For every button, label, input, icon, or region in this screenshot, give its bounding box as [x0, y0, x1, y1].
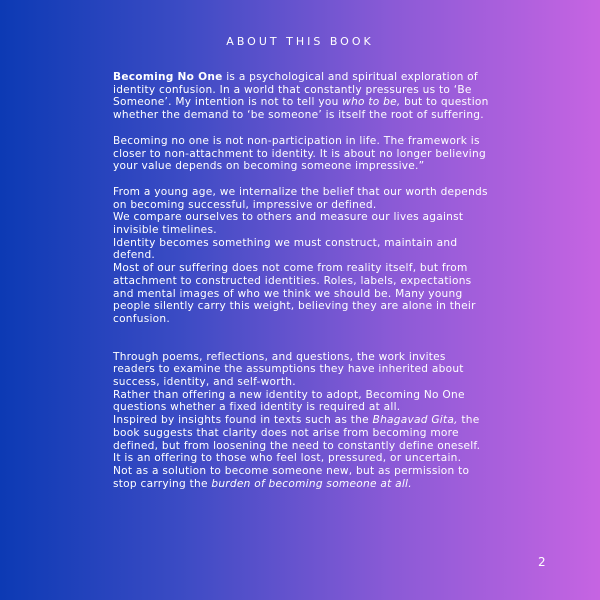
book-description — [113, 71, 491, 490]
permission-italic: burden of becoming someone at all. — [211, 477, 412, 490]
belief-line: From a young age, we internalize the belief that our worth depends on becoming successful, impressive or defined. — [113, 185, 488, 211]
lost-line: It is an offering to those who feel lost, pressured, or uncertain. — [113, 452, 462, 465]
gita-title: Bhagavad Gita, — [372, 414, 458, 427]
intro-text-2: but to question whether the demand to ‘be someone’ is itself the root of suffering. — [113, 96, 489, 122]
intro-text-1: is a psychological and spiritual exploration of identity confusion. In a world that constantly pressures us to ‘Be Someone’. My intention is not to tell you — [113, 71, 478, 109]
inspired-text-1: Inspired by insights found in texts such as the — [113, 414, 373, 427]
section-heading: ABOUT THIS BOOK — [226, 35, 374, 48]
compare-line: We compare ourselves to others and measure our lives against invisible timelines. — [113, 211, 464, 237]
framework-paragraph: Becoming no one is not non-participation in life. The framework is closer to non-attachment to identity. It is about no longer believing your value depends on becoming someone impressive.” — [113, 134, 486, 173]
inspired-text-2: the book suggests that clarity does not arise from becoming more defined, but from loosening the need to constantly define oneself. — [113, 414, 481, 452]
permission-line — [113, 465, 491, 490]
page-number: 2 — [538, 555, 546, 569]
intro-paragraph — [113, 71, 491, 122]
inspired-line — [113, 414, 491, 452]
identity-line: Identity becomes something we must construct, maintain and defend. — [113, 236, 458, 262]
poems-line: Through poems, reflections, and questions, the work invites readers to examine the assumptions they have inherited about success, identity, and self-worth. — [113, 350, 464, 389]
suffering-line: Most of our suffering does not come from reality itself, but from attachment to constructed identities. Roles, labels, expectations and mental images of who we think we should be. Many young people silently carry this weight, believing they are alone in their confusion. — [113, 262, 476, 325]
offering-line: Rather than offering a new identity to adopt, Becoming No One questions whether a fixed identity is required at all. — [113, 388, 465, 414]
book-title: Becoming No One — [113, 71, 223, 83]
intro-italic: who to be, — [342, 96, 401, 109]
permission-text: Not as a solution to become someone new, but as permission to stop carrying the — [113, 464, 470, 490]
